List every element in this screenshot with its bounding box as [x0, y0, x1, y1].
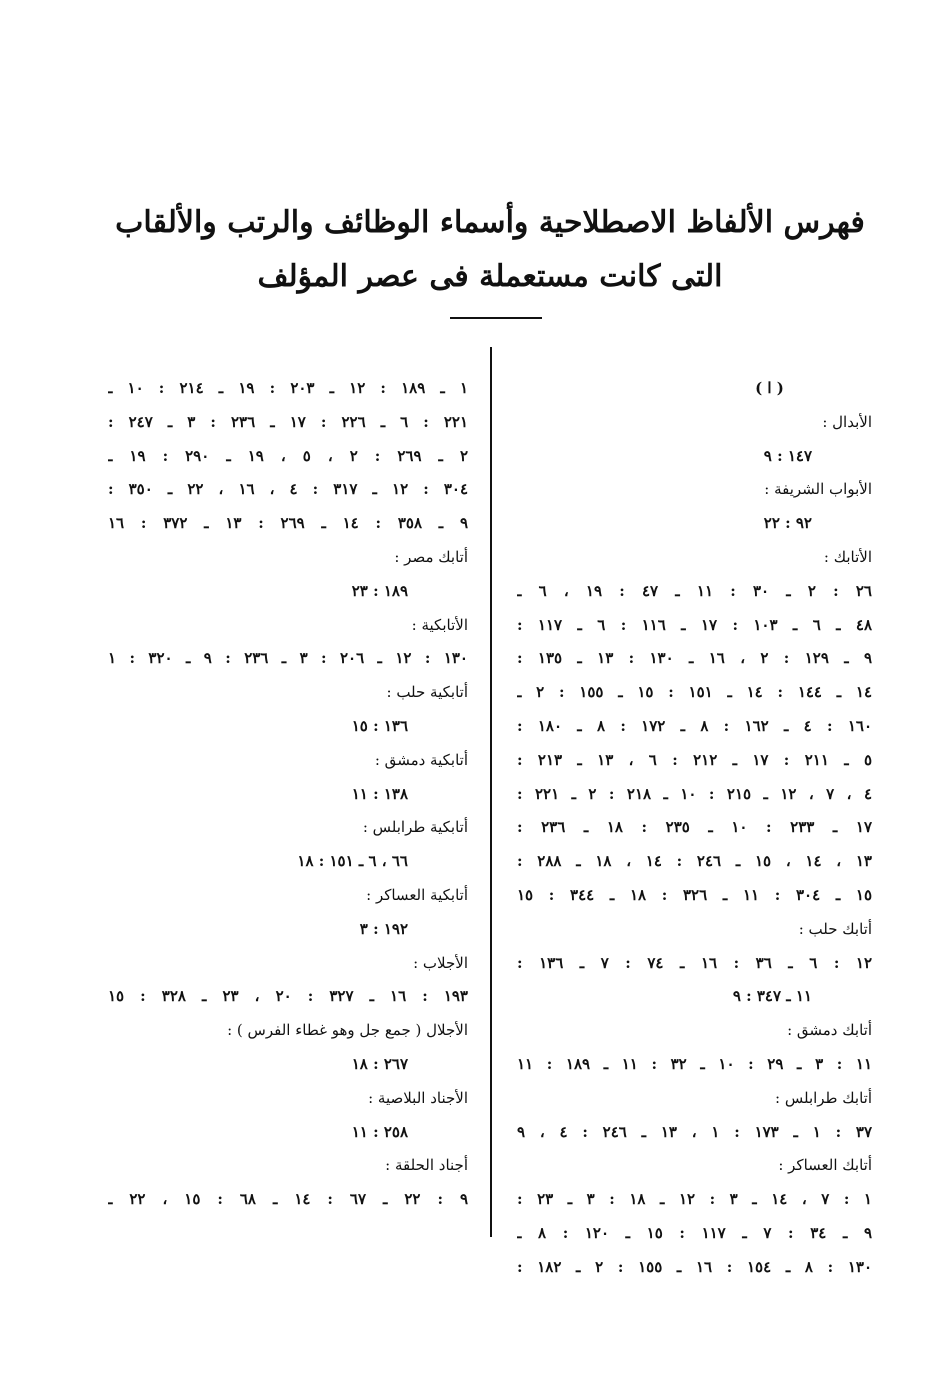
- index-term: الأبواب الشريفة :: [764, 480, 872, 499]
- page-references: ١٤ ـ ١٤٤ : ١٤ ـ ١٥١ : ١٥ ـ ١٥٥ : ٢ ـ: [517, 683, 872, 702]
- page-references: ٥ ـ ٢١١ : ١٧ ـ ٢١٢ : ٦ ، ١٣ ـ ٢١٣ :: [517, 750, 872, 769]
- index-term: أتابك طرابلس :: [775, 1088, 872, 1107]
- title-line-2: التى كانت مستعملة فى عصر المؤلف: [257, 259, 723, 294]
- index-term: الأجلاب :: [413, 953, 468, 972]
- index-term: الأجلال ( جمع جل وهو غطاء الفرس ) :: [227, 1021, 468, 1040]
- section-letter: ( ا ): [755, 379, 784, 397]
- page-references: ١٣٦ : ١٥: [351, 716, 408, 735]
- page-references: ٩ : ٢٢ ـ ٦٧ : ١٤ ـ ٦٨ : ١٥ ، ٢٢ ـ: [108, 1190, 468, 1209]
- page-references: ٣٧ : ١ ـ ١٧٣ : ١ ، ١٣ ـ ٢٤٦ : ٤ ، ٩: [517, 1122, 872, 1141]
- page-references: ٢٦٧ : ١٨: [351, 1054, 408, 1073]
- page-references: ١١ : ٣ ـ ٢٩ : ١٠ ـ ٣٢ : ١١ ـ ١٨٩ : ١١: [517, 1054, 872, 1073]
- index-term: أتابكية دمشق :: [374, 750, 468, 769]
- index-term: أتابك دمشق :: [787, 1021, 872, 1040]
- index-term: الأجناد البلاصية :: [368, 1088, 468, 1107]
- page-references: ١٨٩ : ٢٣: [351, 581, 408, 600]
- page-references: ٣٠٤ : ١٢ ـ ٣١٧ : ٤ ، ١٦ ، ٢٢ ـ ٣٥٠ :: [108, 480, 468, 499]
- index-term: الأبدال :: [822, 412, 872, 431]
- index-term: أجناد الحلقة :: [385, 1156, 468, 1175]
- right-column: [517, 372, 872, 1285]
- page-references: ٩ ـ ٣٤ : ٧ ـ ١١٧ : ١٥ ـ ١٢٠ : ٨ ـ: [517, 1223, 872, 1242]
- page-references: ١٣ ، ١٤ ، ١٥ ـ ٢٤٦ : ١٤ ، ١٨ ـ ٢٨٨ :: [517, 852, 872, 871]
- page-references: ٩٢ : ٢٢: [763, 514, 812, 533]
- index-term: أتابك العساكر :: [778, 1156, 872, 1175]
- page-references: ١٥ ـ ٣٠٤ : ١١ ـ ٣٢٦ : ١٨ ـ ٣٤٤ : ١٥: [517, 885, 872, 904]
- page-references: ٦٦ ، ٦ ـ ١٥١ : ١٨: [297, 852, 408, 871]
- page-references: ٢٦ : ٢ ـ ٣٠ : ١١ ـ ٤٧ : ١٩ ، ٦ ـ: [517, 581, 872, 600]
- index-term: أتابكية حلب :: [386, 683, 468, 702]
- page-references: ١٩٣ : ١٦ ـ ٣٢٧ : ٢٠ ، ٢٣ ـ ٣٢٨ : ١٥: [108, 987, 468, 1006]
- page-references: ٩ ـ ١٢٩ : ٢ ، ١٦ ـ ١٣٠ : ١٣ ـ ١٣٥ :: [517, 649, 872, 668]
- page-references: ١ ـ ١٨٩ : ١٢ ـ ٢٠٣ : ١٩ ـ ٢١٤ : ١٠ ـ: [108, 379, 468, 397]
- left-column: [108, 372, 468, 1217]
- page-references: ٤٨ ـ ٦ ـ ١٠٣ : ١٧ ـ ١١٦ : ٦ ـ ١١٧ :: [517, 615, 872, 634]
- index-term: الأتابك :: [823, 547, 872, 566]
- page-references: ٢٢١ : ٦ ـ ٢٢٦ : ١٧ ـ ٢٣٦ : ٣ ـ ٢٤٧ :: [108, 412, 468, 431]
- page-references: ٢٥٨ : ١١: [351, 1122, 408, 1141]
- page-references: ١١ ـ ٣٤٧ : ٩: [732, 987, 812, 1006]
- page-references: ١٦٠ : ٤ ـ ١٦٢ : ٨ ـ ١٧٢ : ٨ ـ ١٨٠ :: [517, 716, 872, 735]
- page-references: ١٤٧ : ٩: [763, 446, 812, 465]
- page-references: ١٣٠ : ٨ ـ ١٥٤ : ١٦ ـ ١٥٥ : ٢ ـ ١٨٢ :: [517, 1257, 872, 1276]
- index-term: أتابك حلب :: [798, 919, 872, 938]
- page-references: ٤ ، ٧ ، ١٢ ـ ٢١٥ : ١٠ ـ ٢١٨ : ٢ ـ ٢٢١ :: [517, 784, 872, 803]
- index-term: الأتابكية :: [411, 615, 468, 634]
- column-divider: [490, 347, 492, 1237]
- page-references: ٢ ـ ٢٦٩ : ٢ ، ٥ ، ١٩ ـ ٢٩٠ : ١٩ ـ: [108, 446, 468, 465]
- page-references: ١٣٨ : ١١: [351, 784, 408, 803]
- page-references: ١٩٢ : ٣: [359, 919, 408, 938]
- page-references: ٩ ـ ٣٥٨ : ١٤ ـ ٢٦٩ : ١٣ ـ ٣٧٢ : ١٦: [108, 514, 468, 533]
- index-term: أتابكية طرابلس :: [362, 818, 468, 837]
- title-underline: [450, 317, 542, 319]
- title-line-1: فهرس الألفاظ الاصطلاحية وأسماء الوظائف والرتب والألقاب: [115, 205, 865, 240]
- page-references: ١٣٠ : ١٢ ـ ٢٠٦ : ٣ ـ ٢٣٦ : ٩ ـ ٣٢٠ : ١: [108, 649, 468, 668]
- page-references: ١٧ ـ ٢٣٣ : ١٠ ـ ٢٣٥ : ١٨ ـ ٢٣٦ :: [517, 818, 872, 837]
- page-references: ١٢ : ٦ ـ ٣٦ : ١٦ ـ ٧٤ : ٧ ـ ١٣٦ :: [517, 953, 872, 972]
- index-term: أتابكية العساكر :: [366, 885, 468, 904]
- index-term: أتابك مصر :: [394, 547, 468, 566]
- page-references: ١ : ٧ ، ١٤ ـ ٣ : ١٢ ـ ١٨ : ٣ ـ ٢٣ :: [517, 1190, 872, 1209]
- index-title: [100, 196, 880, 304]
